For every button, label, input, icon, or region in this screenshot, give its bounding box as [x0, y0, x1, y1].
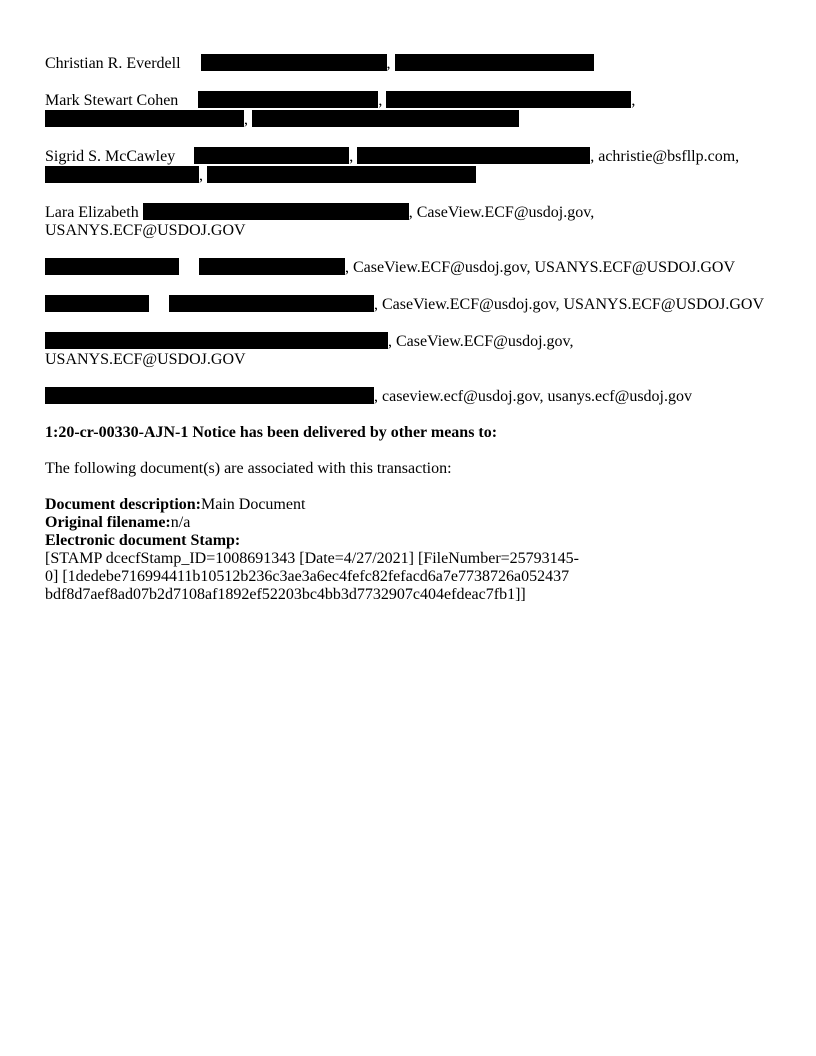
- separator: ,: [199, 167, 203, 184]
- redaction-block: [198, 91, 378, 108]
- redaction-block: [143, 203, 409, 220]
- redaction-block: [207, 166, 476, 183]
- recipient-entry: [45, 54, 785, 73]
- document-details: [45, 496, 785, 604]
- redaction-block: [45, 387, 374, 404]
- associated-text: The following document(s) are associated with this transaction:: [45, 460, 452, 477]
- recipient-entry: [45, 258, 785, 277]
- recipient-entry: [45, 332, 785, 369]
- redaction-block: [169, 295, 374, 312]
- recipient-name: Lara Elizabeth: [45, 204, 139, 221]
- recipient-entry: [45, 387, 785, 406]
- stamp-line: [STAMP dcecfStamp_ID=1008691343 [Date=4/27/2021] [FileNumber=25793145-: [45, 550, 580, 567]
- recipient-emails-continued: USANYS.ECF@USDOJ.GOV: [45, 351, 246, 368]
- recipient-name: Sigrid S. McCawley: [45, 148, 176, 165]
- redaction-block: [199, 258, 345, 275]
- redaction-block: [357, 147, 590, 164]
- redaction-block: [45, 332, 388, 349]
- separator: ,: [244, 111, 248, 128]
- original-filename-value: n/a: [170, 514, 191, 531]
- recipient-entry: [45, 295, 785, 314]
- redaction-block: [45, 166, 199, 183]
- recipient-entry: [45, 147, 785, 185]
- original-filename: [45, 514, 785, 532]
- redaction-block: [395, 54, 594, 71]
- redaction-block: [194, 147, 349, 164]
- recipient-name: Christian R. Everdell: [45, 55, 181, 72]
- document-description-label: Document description:: [45, 496, 201, 513]
- recipient-emails: , CaseView.ECF@usdoj.gov, USANYS.ECF@USDOJ.GOV: [345, 259, 736, 276]
- stamp-line: 0] [1dedebe716994411b10512b236c3ae3a6ec4fefc82fefacd6a7e7738726a052437: [45, 568, 570, 585]
- recipient-emails: , caseview.ecf@usdoj.gov, usanys.ecf@usdoj.gov: [374, 388, 692, 405]
- redaction-block: [386, 91, 631, 108]
- separator: ,: [378, 92, 383, 109]
- redaction-block: [201, 54, 387, 71]
- document-description-value: Main Document: [200, 496, 306, 513]
- redaction-block: [45, 110, 244, 127]
- recipient-emails-continued: USANYS.ECF@USDOJ.GOV: [45, 222, 246, 239]
- notice-page: [45, 54, 785, 604]
- redaction-block: [45, 295, 149, 312]
- recipient-emails: , CaseView.ECF@usdoj.gov,: [388, 333, 574, 350]
- stamp-label: Electronic document Stamp:: [45, 532, 241, 549]
- separator: ,: [349, 148, 354, 165]
- recipient-emails: , CaseView.ECF@usdoj.gov, USANYS.ECF@USDOJ.GOV: [374, 296, 765, 313]
- notice-heading: 1:20-cr-00330-AJN-1 Notice has been delivered by other means to:: [45, 424, 498, 441]
- recipient-entry: [45, 91, 785, 129]
- recipient-emails: , CaseView.ECF@usdoj.gov,: [408, 204, 595, 221]
- recipient-emails: , achristie@bsfllp.com,: [590, 148, 740, 165]
- stamp-line: bdf8d7aef8ad07b2d7108af1892ef52203bc4bb3d7732907c404efdeac7fb1]]: [45, 586, 526, 603]
- document-description: [45, 496, 785, 514]
- redaction-block: [252, 110, 519, 127]
- recipient-name: Mark Stewart Cohen: [45, 92, 179, 109]
- separator: ,: [631, 92, 636, 109]
- recipient-entry: [45, 203, 785, 240]
- original-filename-label: Original filename:: [45, 514, 171, 531]
- redaction-block: [45, 258, 179, 275]
- separator: ,: [386, 55, 391, 72]
